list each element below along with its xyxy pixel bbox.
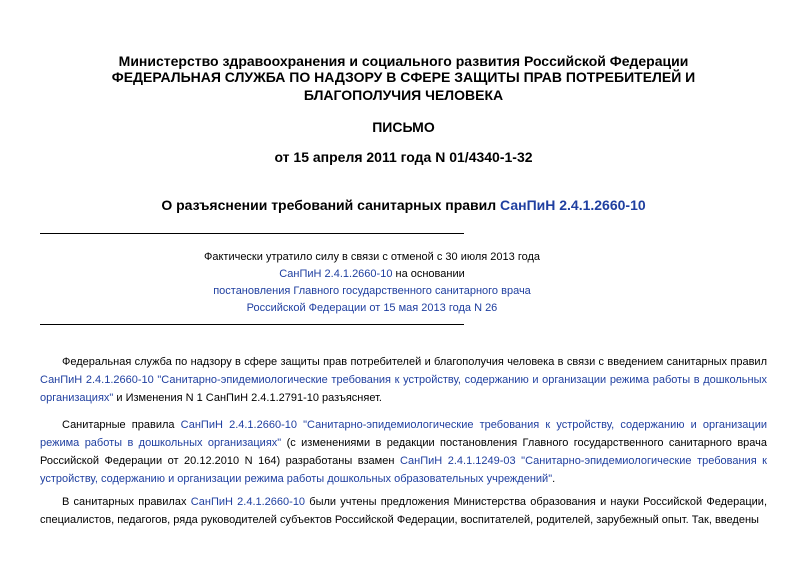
paragraph-1 [40,353,767,407]
subject-text: О разъяснении требований санитарных правил [161,197,501,213]
p1-text-1: Федеральная служба по надзору в сфере защиты прав потребителей и благополучия человека в связи с введением санитарных правил [62,356,767,368]
p3-text-2: были учтены предложения Министерства образования и науки Российской Федерации, специалистов, педагогов, ряда руководителей субъектов Российской Федерации, воспитателей, родителей, зарубежный опыт. Так, введены [40,496,768,526]
status-line-2 [160,266,584,283]
p2-text-2: (с изменениями в редакции постановления Главного государственного санитарного врача Российской Федерации от 20.12.2010 N 164) разработаны взамен [40,437,768,467]
p3-sanpin-link[interactable]: СанПиН 2.4.1.2660-10 [190,496,306,508]
status-note [160,249,584,317]
status-line-1: Фактически утратило силу в связи с отменой с 30 июля 2013 года [203,251,540,263]
p1-text-2: и Изменения N 1 СанПиН 2.4.1.2791-10 разъясняет. [113,392,382,404]
p3-text-1: В санитарных правилах [62,496,191,508]
ministry-title: Министерство здравоохранения и социального развития Российской Федерации [118,53,689,69]
divider-top [40,233,464,234]
p2-sanpin-1249-link[interactable]: СанПиН 2.4.1.1249-03 "Санитарно-эпидемиологические требования к устройству, содержанию и организации режима работы дошкольных образовательных учреждений" [40,455,767,485]
status-resolution-link-2[interactable]: Российской Федерации от 15 мая 2013 года N 26 [246,302,498,314]
status-line-2-text: на основании [392,268,465,280]
p2-text-3: . [552,473,556,485]
p2-text-1: Санитарные правила [62,419,181,431]
document-subject [40,196,767,214]
p2-sanpin-2660-link[interactable]: СанПиН 2.4.1.2660-10 "Санитарно-эпидемиологические требования к устройству, содержанию и организации режима работы в дошкольных организациях" [40,419,767,449]
paragraph-2 [40,416,767,488]
status-sanpin-link[interactable]: СанПиН 2.4.1.2660-10 [279,268,393,280]
subject-sanpin-link[interactable]: СанПиН 2.4.1.2660-10 [500,197,646,213]
document-date-number: от 15 апреля 2011 года N 01/4340-1-32 [274,149,533,165]
status-resolution-link-1[interactable]: постановления Главного государственного санитарного врача [213,285,531,297]
service-title: ФЕДЕРАЛЬНАЯ СЛУЖБА ПО НАДЗОРУ В СФЕРЕ ЗАЩИТЫ ПРАВ ПОТРЕБИТЕЛЕЙ И БЛАГОПОЛУЧИЯ ЧЕЛОВЕКА [111,69,696,103]
paragraph-3 [40,493,767,529]
p1-sanpin-link[interactable]: СанПиН 2.4.1.2660-10 "Санитарно-эпидемиологические требования к устройству, содержанию и организации режима работы в дошкольных организациях" [40,374,767,404]
divider-bottom [40,324,464,325]
document-type: ПИСЬМО [372,119,435,135]
